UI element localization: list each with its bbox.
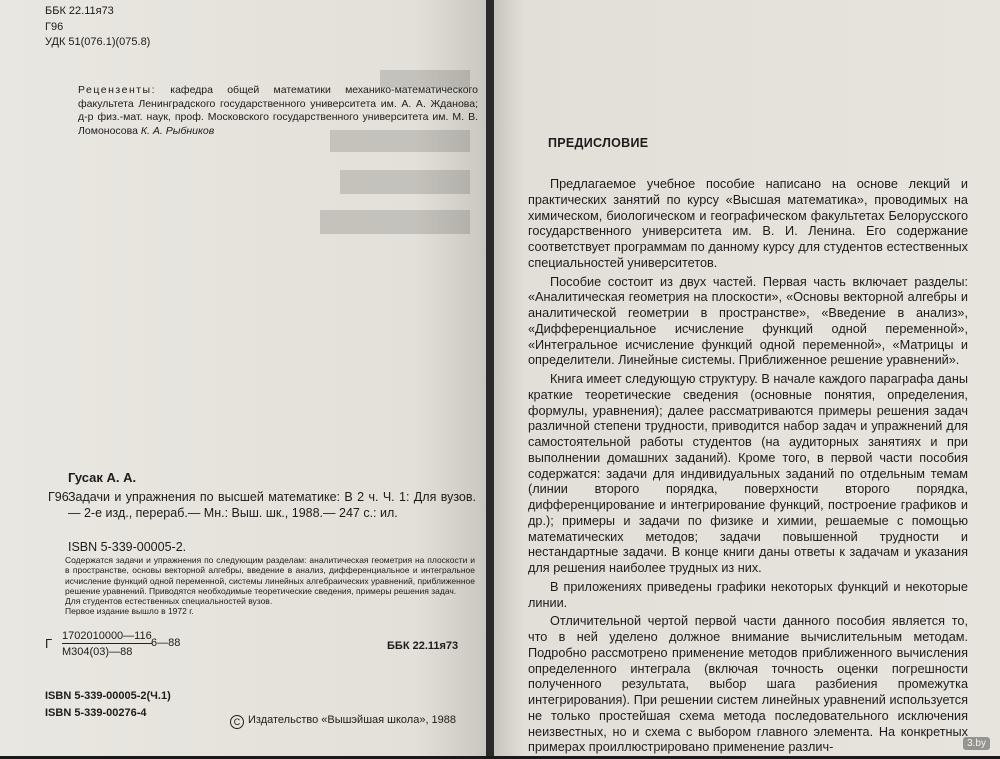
bbk-header xyxy=(45,4,150,51)
preface-paragraph: Пособие состоит из двух частей. Первая часть включает разделы: «Аналитическая геометрия на плоскости», «Основы векторной алгебры и аналитической геометрии в пространстве», «Введение в анализ», «Дифференциальное исчисление функций одной переменной», «Интегральное исчисление функций одной переменной», «Матрицы и определители. Линейные системы. Приближенное решение уравнений». xyxy=(528,274,968,368)
author-name: Гусак А. А. xyxy=(68,470,137,485)
catalog-isbn: ISBN 5-339-00005-2. xyxy=(68,540,187,554)
annotation-first-edition: Первое издание вышло в 1972 г. xyxy=(65,606,194,617)
copyright-line xyxy=(230,714,456,729)
reviewer-name: К. А. Рыбников xyxy=(140,124,215,137)
reviewers-label: Рецензенты: xyxy=(78,84,157,96)
preface-paragraph: Предлагаемое учебное пособие написано на основе лекций и практических занятий по курсу «Высшая математика», проводимых на химическом, биологическом и географическом факультетах Белорусского государственного университета им. В. И. Ленина. Его содержание соответствует программам по данному курсу для студентов естественных специальностей университетов. xyxy=(528,177,968,270)
copyright-text: Издательство «Вышэйшая школа», 1988 xyxy=(248,714,457,726)
reviewers-text: кафедра общей математики механико-математического факультета Ленинградского государственного университета им. А. А. Жданова; д-р физ.-мат. наук, проф. Московского государственного университета им. М. В. Ломоносова xyxy=(78,84,478,137)
preface-paragraph: В приложениях приведены графики некоторых функций и некоторые линии. xyxy=(528,579,968,610)
isbn-part1: ISBN 5-339-00005-2(Ч.1) xyxy=(45,690,171,702)
preface-heading: ПРЕДИСЛОВИЕ xyxy=(548,136,649,150)
annotation-summary: Содержатся задачи и упражнения по следующим разделам: аналитическая геометрия на плоскости и в пространстве, основы векторной алгебры, введение в анализ, дифференциальное и интегральное исчисление функций одной переменной, системы линейных алгебраических уравнений, приближенное решение уравнений. Приводятся необходимые теоретические сведения, примеры решения задач. xyxy=(65,555,475,596)
isbn-set: ISBN 5-339-00276-4 xyxy=(45,707,147,719)
annotation xyxy=(65,555,475,617)
show-through-bleed xyxy=(300,10,480,270)
formula-numerator: 1702010000—116 xyxy=(62,630,152,642)
formula-denominator: М304(03)—88 xyxy=(62,646,133,658)
isbn-list xyxy=(45,688,171,722)
catalog-description: Задачи и упражнения по высшей математике: В 2 ч. Ч. 1: Для вузов.— 2-е изд., перераб.— Мн.: Выш. шк., 1988.— 247 с.: ил. xyxy=(68,490,476,520)
preface-body xyxy=(528,177,968,759)
annotation-audience: Для студентов естественных специальностей вузов. xyxy=(65,596,273,607)
site-watermark: 3.by xyxy=(963,737,990,750)
formula-bbk: ББК 22.11я73 xyxy=(387,640,459,652)
formula-letter: Г xyxy=(45,636,53,651)
reviewers-block xyxy=(78,84,478,138)
catalog-code: Г96 xyxy=(48,490,69,504)
left-page xyxy=(0,0,488,756)
catalog-letter: Г96 xyxy=(45,20,64,33)
copyright-icon: C xyxy=(230,715,244,729)
bbk-code: ББК 22.11я73 xyxy=(45,5,114,17)
preface-paragraph: Отличительной чертой первой части данного пособия является то, что в ней уделено должное внимание вычислительным методам. Подробно рассмотрено применение методов приближенного вычисления определенного интеграла (включая точность оценки погрешности полученного результата, выбор шага разбиения промежутка интегрирования). При решении систем линейных уравнений используется не только простейшая схема метода последовательного исключения неизвестных, но и схема с выбором главного элемента. На конкретных примерах проиллюстрировано применение различ- xyxy=(528,614,968,755)
preface-paragraph: Книга имеет следующую структуру. В начале каждого параграфа даны краткие теоретические сведения (основные понятия, определения, формулы, уравнения); далее рассматриваются примеры решения задач различной степени трудности, приводится набор задач и упражнений для самостоятельной работы студентов (на аудиторных занятиях и при выполнении домашних заданий). Кроме того, в первой части пособия содержатся: задачи для индивидуальных заданий по отдельным темам (линии второго порядка, поверхности второго порядка, дифференцирование и интегрирование функций, построение графиков и др.); примеры и задачи по физике и химии, решаемые с помощью математических методов; задачи повышенной трудности и нестандартные задачи. В конце книги даны ответы к задачам и указания для решения наиболее трудных из них. xyxy=(528,372,968,575)
udk-code: УДК 51(076.1)(075.8) xyxy=(45,36,151,48)
formula-tail: 6—88 xyxy=(151,637,181,649)
